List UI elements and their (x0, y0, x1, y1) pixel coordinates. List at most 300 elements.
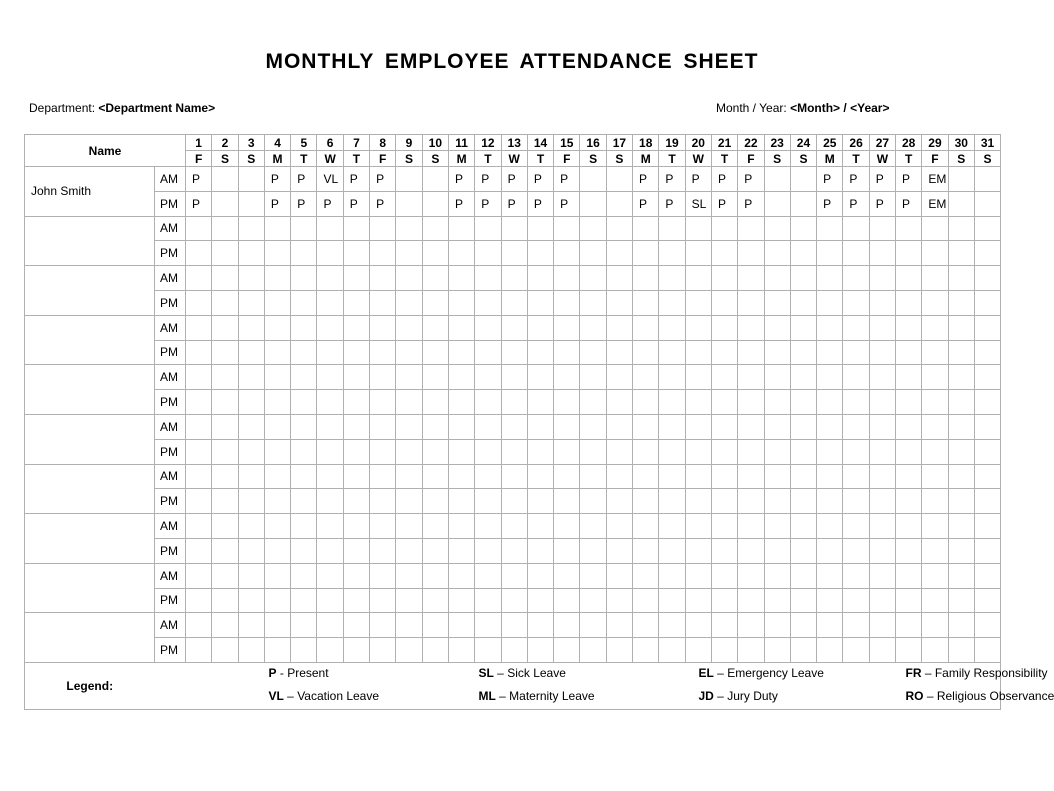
attendance-cell[interactable] (711, 538, 737, 563)
attendance-cell[interactable] (685, 588, 711, 613)
attendance-cell[interactable] (448, 216, 474, 241)
employee-name-cell[interactable] (25, 266, 155, 316)
attendance-cell[interactable] (764, 613, 790, 638)
attendance-cell[interactable] (896, 613, 922, 638)
attendance-cell[interactable] (448, 315, 474, 340)
attendance-cell[interactable] (580, 613, 606, 638)
attendance-cell[interactable] (475, 638, 501, 663)
attendance-cell[interactable] (711, 290, 737, 315)
attendance-cell[interactable] (527, 563, 553, 588)
attendance-cell[interactable] (764, 489, 790, 514)
attendance-cell[interactable] (764, 216, 790, 241)
employee-name-cell[interactable] (25, 365, 155, 415)
employee-name-cell[interactable] (25, 514, 155, 564)
attendance-cell[interactable] (843, 538, 869, 563)
attendance-cell[interactable] (264, 340, 290, 365)
attendance-cell[interactable] (475, 414, 501, 439)
attendance-cell[interactable] (764, 340, 790, 365)
attendance-cell[interactable] (817, 390, 843, 415)
attendance-cell[interactable]: P (659, 167, 685, 192)
attendance-cell[interactable] (317, 315, 343, 340)
attendance-cell[interactable] (212, 266, 238, 291)
attendance-cell[interactable] (948, 390, 974, 415)
attendance-cell[interactable] (186, 514, 212, 539)
attendance-cell[interactable] (501, 266, 527, 291)
attendance-cell[interactable] (896, 439, 922, 464)
attendance-cell[interactable] (843, 464, 869, 489)
attendance-cell[interactable] (448, 414, 474, 439)
attendance-cell[interactable] (264, 538, 290, 563)
attendance-cell[interactable]: P (738, 191, 764, 216)
attendance-cell[interactable] (685, 390, 711, 415)
attendance-cell[interactable] (212, 588, 238, 613)
attendance-cell[interactable] (922, 340, 948, 365)
attendance-cell[interactable] (396, 514, 422, 539)
attendance-cell[interactable] (343, 390, 369, 415)
attendance-cell[interactable] (186, 315, 212, 340)
attendance-cell[interactable] (974, 464, 1000, 489)
attendance-cell[interactable] (633, 514, 659, 539)
attendance-cell[interactable] (764, 464, 790, 489)
attendance-cell[interactable] (659, 489, 685, 514)
attendance-cell[interactable] (685, 638, 711, 663)
attendance-cell[interactable]: P (554, 167, 580, 192)
attendance-cell[interactable] (343, 315, 369, 340)
attendance-cell[interactable] (317, 365, 343, 390)
department-value[interactable]: <Department Name> (98, 101, 216, 115)
attendance-cell[interactable] (527, 340, 553, 365)
attendance-cell[interactable] (764, 390, 790, 415)
attendance-cell[interactable] (896, 315, 922, 340)
attendance-cell[interactable] (764, 514, 790, 539)
attendance-cell[interactable] (396, 588, 422, 613)
attendance-cell[interactable] (974, 290, 1000, 315)
attendance-cell[interactable] (633, 563, 659, 588)
employee-name-cell[interactable] (25, 613, 155, 663)
attendance-cell[interactable] (580, 290, 606, 315)
attendance-cell[interactable] (922, 588, 948, 613)
attendance-cell[interactable] (685, 514, 711, 539)
attendance-cell[interactable] (212, 340, 238, 365)
attendance-cell[interactable] (974, 315, 1000, 340)
attendance-cell[interactable]: P (896, 191, 922, 216)
attendance-cell[interactable] (869, 390, 895, 415)
attendance-cell[interactable] (843, 638, 869, 663)
attendance-cell[interactable] (343, 216, 369, 241)
attendance-cell[interactable] (527, 514, 553, 539)
attendance-cell[interactable] (580, 390, 606, 415)
attendance-cell[interactable] (685, 613, 711, 638)
attendance-cell[interactable] (475, 514, 501, 539)
attendance-cell[interactable] (817, 563, 843, 588)
attendance-cell[interactable] (922, 638, 948, 663)
attendance-cell[interactable] (659, 216, 685, 241)
attendance-cell[interactable] (711, 514, 737, 539)
attendance-cell[interactable] (501, 315, 527, 340)
attendance-cell[interactable] (370, 563, 396, 588)
attendance-cell[interactable] (659, 613, 685, 638)
attendance-cell[interactable] (396, 538, 422, 563)
employee-name-cell[interactable] (25, 464, 155, 514)
attendance-cell[interactable] (790, 216, 816, 241)
attendance-cell[interactable] (580, 167, 606, 192)
attendance-cell[interactable] (922, 266, 948, 291)
attendance-cell[interactable] (948, 464, 974, 489)
attendance-cell[interactable] (974, 563, 1000, 588)
attendance-cell[interactable] (501, 489, 527, 514)
attendance-cell[interactable] (264, 266, 290, 291)
attendance-cell[interactable] (896, 414, 922, 439)
attendance-cell[interactable]: P (291, 191, 317, 216)
attendance-cell[interactable] (422, 390, 448, 415)
attendance-cell[interactable] (527, 489, 553, 514)
attendance-cell[interactable] (738, 563, 764, 588)
attendance-cell[interactable] (186, 563, 212, 588)
attendance-cell[interactable] (922, 613, 948, 638)
attendance-cell[interactable] (580, 638, 606, 663)
attendance-cell[interactable] (264, 464, 290, 489)
attendance-cell[interactable] (817, 514, 843, 539)
attendance-cell[interactable] (790, 241, 816, 266)
attendance-cell[interactable] (659, 414, 685, 439)
attendance-cell[interactable] (317, 390, 343, 415)
attendance-cell[interactable] (554, 489, 580, 514)
attendance-cell[interactable] (790, 365, 816, 390)
attendance-cell[interactable] (448, 439, 474, 464)
attendance-cell[interactable] (212, 563, 238, 588)
attendance-cell[interactable] (291, 638, 317, 663)
attendance-cell[interactable] (475, 588, 501, 613)
attendance-cell[interactable] (685, 216, 711, 241)
attendance-cell[interactable] (238, 439, 264, 464)
attendance-cell[interactable] (422, 613, 448, 638)
attendance-cell[interactable] (291, 340, 317, 365)
attendance-cell[interactable] (501, 414, 527, 439)
attendance-cell[interactable] (554, 315, 580, 340)
attendance-cell[interactable] (764, 538, 790, 563)
attendance-cell[interactable] (580, 241, 606, 266)
attendance-cell[interactable] (475, 216, 501, 241)
attendance-cell[interactable] (554, 613, 580, 638)
attendance-cell[interactable] (396, 216, 422, 241)
attendance-cell[interactable] (291, 439, 317, 464)
attendance-cell[interactable] (422, 588, 448, 613)
attendance-cell[interactable] (711, 489, 737, 514)
attendance-cell[interactable] (948, 638, 974, 663)
attendance-cell[interactable] (685, 365, 711, 390)
attendance-cell[interactable] (554, 538, 580, 563)
attendance-cell[interactable]: P (869, 191, 895, 216)
attendance-cell[interactable] (396, 414, 422, 439)
attendance-cell[interactable] (948, 613, 974, 638)
attendance-cell[interactable] (291, 563, 317, 588)
attendance-cell[interactable]: P (738, 167, 764, 192)
attendance-cell[interactable] (501, 638, 527, 663)
attendance-cell[interactable] (843, 340, 869, 365)
attendance-cell[interactable] (633, 538, 659, 563)
attendance-cell[interactable] (238, 489, 264, 514)
attendance-cell[interactable] (343, 563, 369, 588)
attendance-cell[interactable] (317, 414, 343, 439)
attendance-cell[interactable] (580, 514, 606, 539)
attendance-cell[interactable] (974, 489, 1000, 514)
attendance-cell[interactable] (291, 216, 317, 241)
attendance-cell[interactable] (974, 365, 1000, 390)
attendance-cell[interactable] (974, 514, 1000, 539)
attendance-cell[interactable] (527, 365, 553, 390)
attendance-cell[interactable] (896, 538, 922, 563)
attendance-cell[interactable] (264, 414, 290, 439)
attendance-cell[interactable] (501, 563, 527, 588)
attendance-cell[interactable] (501, 290, 527, 315)
attendance-cell[interactable] (659, 241, 685, 266)
attendance-cell[interactable] (186, 340, 212, 365)
attendance-cell[interactable] (817, 241, 843, 266)
attendance-cell[interactable] (922, 290, 948, 315)
attendance-cell[interactable] (790, 489, 816, 514)
attendance-cell[interactable] (843, 414, 869, 439)
attendance-cell[interactable] (212, 290, 238, 315)
attendance-cell[interactable] (238, 563, 264, 588)
attendance-cell[interactable] (554, 464, 580, 489)
attendance-cell[interactable] (659, 340, 685, 365)
attendance-cell[interactable] (317, 340, 343, 365)
attendance-cell[interactable] (501, 365, 527, 390)
attendance-cell[interactable] (527, 266, 553, 291)
attendance-cell[interactable] (475, 290, 501, 315)
attendance-cell[interactable]: P (501, 167, 527, 192)
attendance-cell[interactable] (422, 290, 448, 315)
attendance-cell[interactable] (291, 315, 317, 340)
attendance-cell[interactable] (422, 340, 448, 365)
attendance-cell[interactable]: P (685, 167, 711, 192)
attendance-cell[interactable]: P (475, 191, 501, 216)
attendance-cell[interactable] (527, 390, 553, 415)
attendance-cell[interactable] (527, 241, 553, 266)
attendance-cell[interactable] (186, 489, 212, 514)
attendance-cell[interactable] (448, 365, 474, 390)
attendance-cell[interactable] (817, 414, 843, 439)
attendance-cell[interactable] (738, 588, 764, 613)
attendance-cell[interactable] (606, 613, 632, 638)
attendance-cell[interactable] (343, 340, 369, 365)
attendance-cell[interactable] (448, 290, 474, 315)
attendance-cell[interactable] (843, 290, 869, 315)
attendance-cell[interactable] (922, 538, 948, 563)
attendance-cell[interactable] (212, 489, 238, 514)
attendance-cell[interactable] (738, 266, 764, 291)
attendance-cell[interactable] (212, 538, 238, 563)
employee-name-cell[interactable]: John Smith (25, 167, 155, 217)
attendance-cell[interactable] (685, 439, 711, 464)
attendance-cell[interactable] (212, 390, 238, 415)
attendance-cell[interactable] (817, 464, 843, 489)
attendance-cell[interactable] (264, 290, 290, 315)
attendance-cell[interactable] (843, 613, 869, 638)
attendance-cell[interactable] (817, 266, 843, 291)
attendance-cell[interactable] (790, 464, 816, 489)
attendance-cell[interactable] (422, 439, 448, 464)
attendance-cell[interactable] (974, 241, 1000, 266)
attendance-cell[interactable] (396, 241, 422, 266)
attendance-cell[interactable]: P (711, 167, 737, 192)
attendance-cell[interactable] (186, 365, 212, 390)
attendance-cell[interactable] (370, 241, 396, 266)
attendance-cell[interactable] (659, 638, 685, 663)
attendance-cell[interactable] (370, 390, 396, 415)
attendance-cell[interactable] (738, 514, 764, 539)
attendance-cell[interactable] (869, 588, 895, 613)
attendance-cell[interactable] (448, 340, 474, 365)
attendance-cell[interactable] (396, 365, 422, 390)
attendance-cell[interactable] (396, 390, 422, 415)
employee-name-cell[interactable] (25, 414, 155, 464)
attendance-cell[interactable] (370, 439, 396, 464)
attendance-cell[interactable] (554, 290, 580, 315)
attendance-cell[interactable] (974, 414, 1000, 439)
attendance-cell[interactable] (212, 514, 238, 539)
attendance-cell[interactable] (212, 439, 238, 464)
attendance-cell[interactable] (554, 638, 580, 663)
attendance-cell[interactable] (238, 514, 264, 539)
attendance-cell[interactable] (606, 365, 632, 390)
attendance-cell[interactable] (422, 365, 448, 390)
attendance-cell[interactable]: P (633, 167, 659, 192)
attendance-cell[interactable] (974, 538, 1000, 563)
attendance-cell[interactable] (633, 390, 659, 415)
attendance-cell[interactable] (501, 514, 527, 539)
attendance-cell[interactable] (501, 613, 527, 638)
attendance-cell[interactable] (659, 439, 685, 464)
attendance-cell[interactable] (922, 464, 948, 489)
attendance-cell[interactable] (738, 216, 764, 241)
attendance-cell[interactable] (869, 464, 895, 489)
attendance-cell[interactable] (738, 241, 764, 266)
attendance-cell[interactable] (291, 613, 317, 638)
attendance-cell[interactable] (896, 216, 922, 241)
attendance-cell[interactable] (974, 439, 1000, 464)
attendance-cell[interactable]: P (370, 167, 396, 192)
attendance-cell[interactable] (422, 514, 448, 539)
attendance-cell[interactable] (948, 167, 974, 192)
attendance-cell[interactable] (448, 563, 474, 588)
attendance-cell[interactable] (238, 216, 264, 241)
attendance-cell[interactable] (422, 563, 448, 588)
attendance-cell[interactable] (580, 191, 606, 216)
attendance-cell[interactable] (343, 638, 369, 663)
attendance-cell[interactable] (317, 538, 343, 563)
attendance-cell[interactable] (606, 167, 632, 192)
attendance-cell[interactable] (896, 266, 922, 291)
attendance-cell[interactable] (948, 563, 974, 588)
attendance-cell[interactable] (422, 266, 448, 291)
attendance-cell[interactable] (764, 588, 790, 613)
attendance-cell[interactable] (738, 390, 764, 415)
attendance-cell[interactable] (186, 266, 212, 291)
attendance-cell[interactable] (606, 290, 632, 315)
attendance-cell[interactable] (238, 588, 264, 613)
attendance-cell[interactable] (212, 191, 238, 216)
attendance-cell[interactable] (422, 315, 448, 340)
attendance-cell[interactable] (186, 613, 212, 638)
attendance-cell[interactable]: P (448, 191, 474, 216)
employee-name-cell[interactable] (25, 216, 155, 266)
attendance-cell[interactable] (896, 365, 922, 390)
attendance-cell[interactable] (370, 514, 396, 539)
attendance-cell[interactable] (790, 538, 816, 563)
attendance-cell[interactable] (869, 514, 895, 539)
attendance-cell[interactable]: P (843, 167, 869, 192)
attendance-cell[interactable] (685, 563, 711, 588)
attendance-cell[interactable]: P (554, 191, 580, 216)
month-value[interactable]: <Month> (790, 101, 841, 115)
attendance-cell[interactable] (580, 563, 606, 588)
attendance-cell[interactable] (448, 514, 474, 539)
attendance-cell[interactable] (922, 216, 948, 241)
attendance-cell[interactable] (659, 563, 685, 588)
attendance-cell[interactable] (633, 241, 659, 266)
attendance-cell[interactable] (475, 538, 501, 563)
attendance-cell[interactable] (186, 390, 212, 415)
attendance-cell[interactable] (790, 588, 816, 613)
attendance-cell[interactable] (475, 390, 501, 415)
attendance-cell[interactable] (817, 588, 843, 613)
attendance-cell[interactable] (291, 365, 317, 390)
attendance-cell[interactable] (738, 315, 764, 340)
attendance-cell[interactable] (869, 538, 895, 563)
attendance-cell[interactable] (212, 414, 238, 439)
attendance-cell[interactable] (764, 315, 790, 340)
attendance-cell[interactable]: P (264, 191, 290, 216)
attendance-cell[interactable] (343, 514, 369, 539)
attendance-cell[interactable] (475, 315, 501, 340)
attendance-cell[interactable] (238, 613, 264, 638)
attendance-cell[interactable] (764, 439, 790, 464)
attendance-cell[interactable] (817, 340, 843, 365)
attendance-cell[interactable] (317, 588, 343, 613)
attendance-cell[interactable] (922, 315, 948, 340)
attendance-cell[interactable] (711, 588, 737, 613)
attendance-cell[interactable]: P (186, 167, 212, 192)
attendance-cell[interactable] (896, 241, 922, 266)
attendance-cell[interactable] (869, 290, 895, 315)
attendance-cell[interactable] (186, 588, 212, 613)
attendance-cell[interactable]: P (633, 191, 659, 216)
attendance-cell[interactable] (343, 414, 369, 439)
attendance-cell[interactable] (186, 216, 212, 241)
attendance-cell[interactable] (948, 290, 974, 315)
attendance-cell[interactable] (264, 365, 290, 390)
attendance-cell[interactable] (527, 439, 553, 464)
attendance-cell[interactable] (606, 464, 632, 489)
attendance-cell[interactable] (764, 191, 790, 216)
attendance-cell[interactable] (396, 315, 422, 340)
attendance-cell[interactable] (475, 613, 501, 638)
attendance-cell[interactable] (343, 538, 369, 563)
attendance-cell[interactable] (475, 241, 501, 266)
attendance-cell[interactable] (396, 439, 422, 464)
attendance-cell[interactable] (843, 489, 869, 514)
attendance-cell[interactable] (738, 414, 764, 439)
attendance-cell[interactable] (606, 414, 632, 439)
attendance-cell[interactable] (974, 216, 1000, 241)
attendance-cell[interactable] (422, 414, 448, 439)
attendance-cell[interactable] (264, 439, 290, 464)
attendance-cell[interactable] (370, 365, 396, 390)
attendance-cell[interactable]: EM (922, 191, 948, 216)
attendance-cell[interactable] (370, 266, 396, 291)
attendance-cell[interactable] (948, 365, 974, 390)
